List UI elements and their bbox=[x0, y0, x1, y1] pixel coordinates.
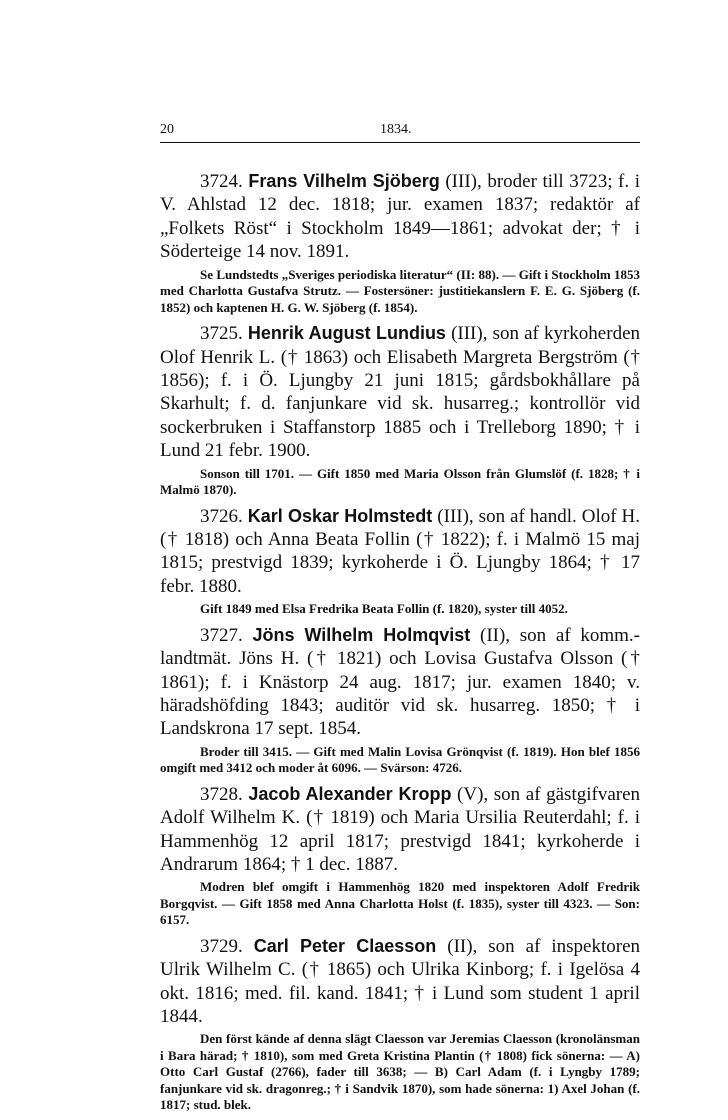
entry-3727 bbox=[160, 624, 640, 777]
book-page bbox=[160, 122, 640, 1120]
entry-name: Carl Peter Claesson bbox=[253, 935, 437, 956]
entry-number: 3729. bbox=[200, 935, 243, 957]
entry-name: Frans Vilhelm Sjöberg bbox=[248, 171, 440, 191]
entry-number: 3727. bbox=[200, 624, 243, 646]
entry-3724 bbox=[160, 170, 640, 316]
entries bbox=[160, 142, 640, 1114]
entry-text: (III), broder till 3723; f. i V. Ahlstad 12 dec. 1818; jur. examen 1837; redaktör af „Folkets Röst“ i Stockholm 1849—1861; advokat der; † i Söderteige 14 nov. 1891. bbox=[160, 171, 641, 263]
entry-main bbox=[160, 505, 640, 599]
entry-text: (II), son af inspektoren Ulrik Wilhelm C. († 1865) och Ulrika Kinborg; f. i Igelösa 4 okt. 1816; med. fil. kand. 1841; † i Lund som student 1 april 1844. bbox=[160, 935, 641, 1028]
entry-3726 bbox=[160, 505, 640, 618]
running-year: 1834. bbox=[380, 122, 412, 137]
entry-main bbox=[160, 322, 640, 462]
entry-text: (II), son af komm.-landtmät. Jöns H. († 1821) och Lovisa Gustafva Olsson († 1861); f. i Knästorp 24 aug. 1817; jur. examen 1840; v. häradshöfding 1843; auditör vid sk. husarreg. 1850; † i Landskrona 17 sept. 1854. bbox=[160, 624, 640, 740]
page-number: 20 bbox=[160, 122, 174, 137]
entry-name: Karl Oskar Holmstedt bbox=[247, 505, 433, 526]
header-rule bbox=[160, 142, 640, 143]
entry-text: (III), son af handl. Olof H. († 1818) och Anna Beata Follin († 1822); f. i Malmö 15 maj 1815; prestvigd 1839; kyrkoherde i Ö. Ljungby 1864; † 17 febr. 1880. bbox=[160, 505, 641, 597]
entry-name: Jöns Wilhelm Holmqvist bbox=[252, 624, 471, 645]
entry-main bbox=[160, 170, 640, 264]
entry-note: Gift 1849 med Elsa Fredrika Beata Follin (f. 1820), syster till 4052. bbox=[200, 601, 568, 617]
entry-3729 bbox=[160, 935, 640, 1114]
entry-note: Den först kände af denna slägt Claesson var Jeremias Claesson (kronolänsman i Bara härad; † 1810), som med Greta Kristina Plantin († 1808) fick sönerna: — A) Otto Carl Gustaf (2766), fader till 3638; — B) Carl Adam (f. i Lyngby 1789; fanjunkare vid sk. dragonreg.; † i Sandvik 1870), som hade sönerna: 1) Axel Johan (f. 1817; stud. blek. bbox=[160, 1031, 640, 1113]
entry-note: Broder till 3415. — Gift med Malin Lovisa Grönqvist (f. 1819). Hon blef 1856 omgift med 3412 och moder åt 6096. — Svärson: 4726. bbox=[160, 743, 640, 776]
entry-note: Modren blef omgift i Hammenhög 1820 med inspektoren Adolf Fredrik Borgqvist. — Gift 1858 med Anna Charlotta Holst (f. 1835), syster till 4323. — Son: 6157. bbox=[160, 879, 640, 928]
entry-name: Henrik August Lundius bbox=[247, 323, 446, 344]
entry-note: Sonson till 1701. — Gift 1850 med Maria Olsson från Glumslöf (f. 1828; † i Malmö 1870). bbox=[160, 465, 640, 498]
entry-3725 bbox=[160, 322, 640, 498]
entry-number: 3726. bbox=[200, 505, 243, 527]
entry-main bbox=[160, 935, 640, 1029]
entry-main bbox=[160, 783, 640, 877]
entry-3728 bbox=[160, 783, 640, 929]
running-header bbox=[160, 122, 640, 142]
entry-text: (III), son af kyrkoherden Olof Henrik L. († 1863) och Elisabeth Margreta Bergström († 1856); f. i Ö. Ljungby 21 juni 1815; gårdsbokhållare på Skarhult; f. d. fanjunkare vid sk. husarreg.; kontrollör vid sockerbruken i Staffanstorp 1885 och i Trelleborg 1890; † i Lund 21 febr. 1900. bbox=[160, 323, 641, 462]
entry-number: 3728. bbox=[200, 783, 243, 805]
entry-name: Jacob Alexander Kropp bbox=[248, 783, 452, 804]
entry-number: 3725. bbox=[200, 323, 243, 345]
entry-note: Se Lundstedts „Sveriges periodiska literatur“ (II: 88). — Gift i Stockholm 1853 med Charlotta Gustafva Strutz. — Fostersöner: justitiekanslern F. E. G. Sjöberg (f. 1852) och kaptenen H. G. W. Sjöberg (f. 1854). bbox=[160, 266, 640, 315]
entry-main bbox=[160, 624, 640, 741]
entry-text: (V), son af gästgifvaren Adolf Wilhelm K. († 1819) och Maria Ursilia Reuterdahl; f. i Hammenhög 12 april 1817; prestvigd 1841; kyrkoherde i Andrarum 1864; † 1 dec. 1887. bbox=[160, 783, 641, 875]
entry-number: 3724. bbox=[200, 171, 243, 192]
